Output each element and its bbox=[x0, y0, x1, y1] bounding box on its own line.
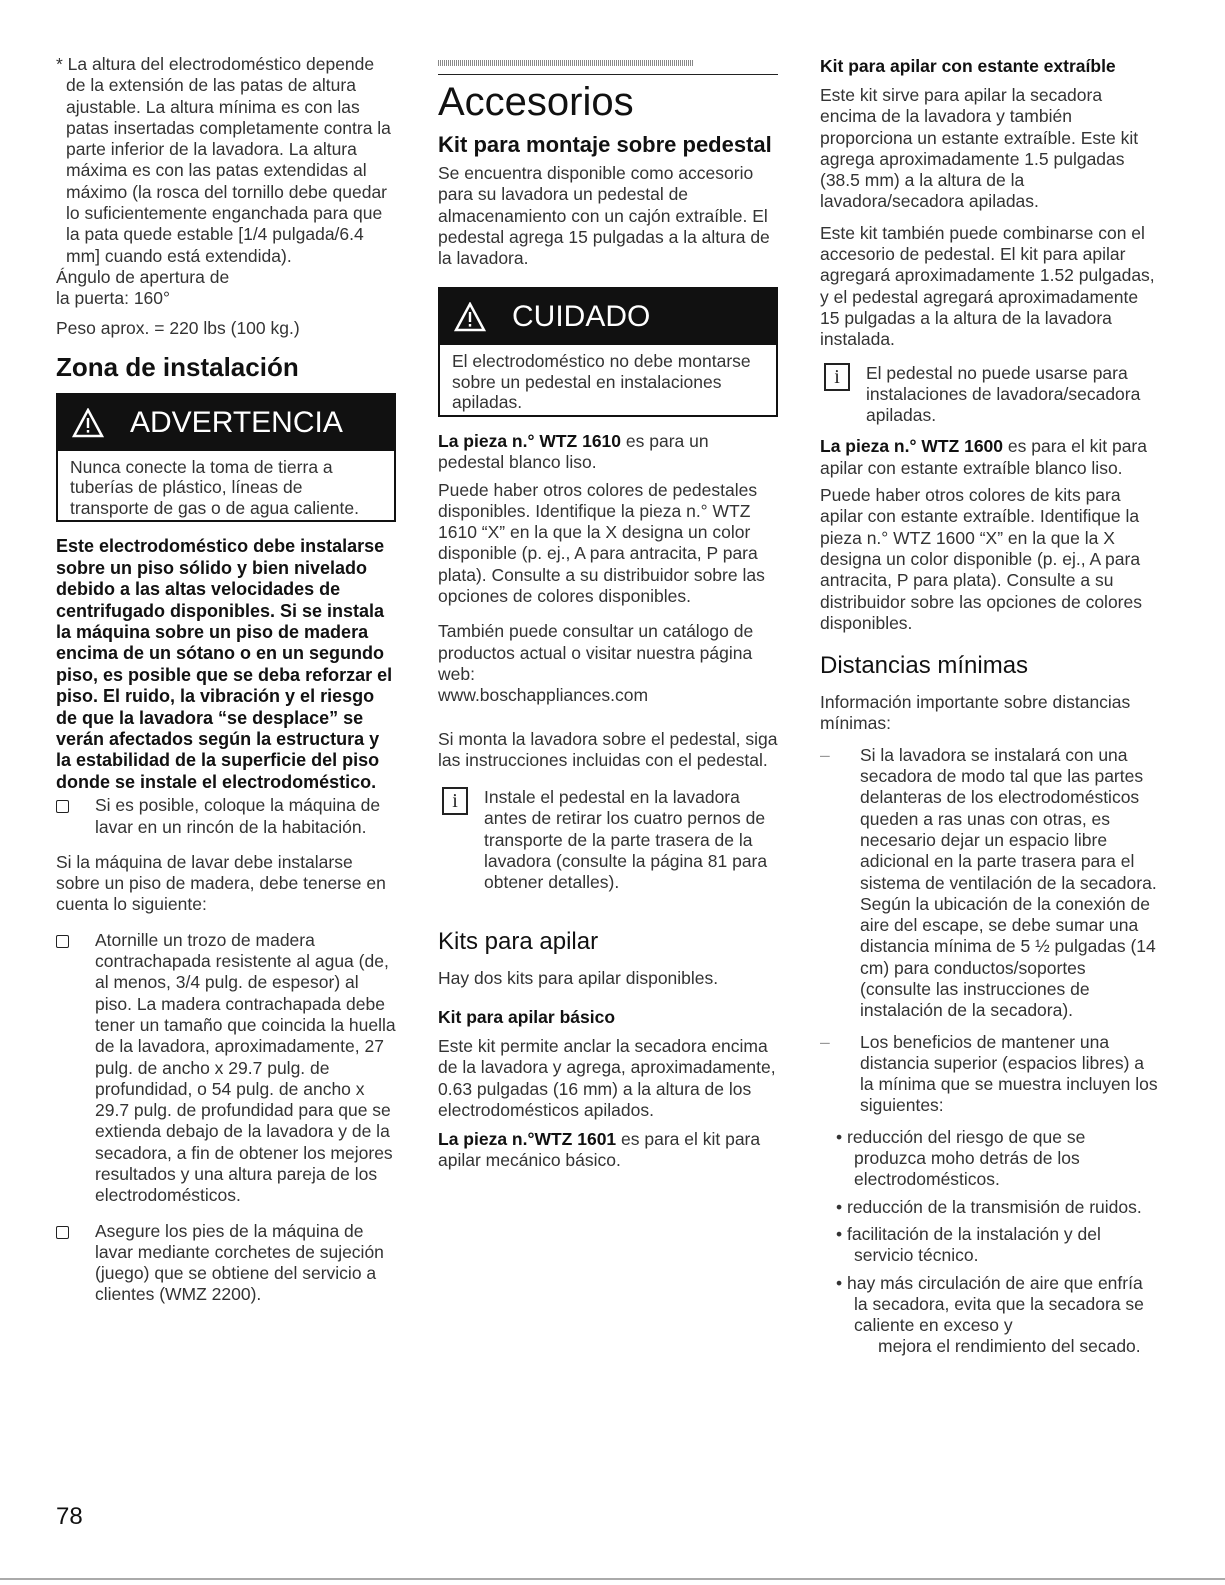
warning-triangle-icon bbox=[72, 408, 104, 438]
caution-title: CUIDADO bbox=[512, 300, 651, 334]
door-angle-line1: Ángulo de apertura de bbox=[56, 266, 230, 287]
dash-item: – Los beneficios de mantener una distancia superior (espacios libres) a la mínima que se muestra incluyen los siguientes: bbox=[820, 1032, 1160, 1117]
basic-kit-text: Este kit permite anclar la secadora encima de la lavadora y agrega, aproximadamente, 0.63 pulgadas (16 mm) a la altura de los electrodomésticos apilados. bbox=[438, 1035, 776, 1120]
warning-text: Nunca conecte la toma de tierra a tuberías de plástico, líneas de transporte de gas o de agua caliente. bbox=[70, 456, 359, 518]
part-wtz1610: La pieza n.° WTZ 1610 es para un pedestal blanco liso. bbox=[438, 430, 709, 473]
shelf-colors-text: Puede haber otros colores de kits para apilar con estante extraíble. Identifique la pieza n.° WTZ 1600 “X” en la que la X designa un color disponible (p. ej., A para antracita, P para plata). Consulte a su distribuidor sobre las opciones de colores disponibles. bbox=[820, 485, 1142, 633]
checkbox-icon bbox=[56, 1226, 69, 1239]
warning-header bbox=[58, 395, 394, 451]
stack-kits-text: Hay dos kits para apilar disponibles. bbox=[438, 967, 719, 988]
caution-box bbox=[438, 287, 778, 417]
section-title-installation: Zona de instalación bbox=[56, 351, 299, 382]
floor-requirements: Este electrodoméstico debe instalarse sobre un piso sólido y bien nivelado debido a las altas velocidades de centrifugado disponibles. Si se instala la máquina sobre un piso de madera encima de un sótano o en un segundo piso, es posible que se deba reforzar el piso. El ruido, la vibración y el riesgo de que la lavadora “se desplace” se verán afectados según la estructura y la estabilidad de la superficie del piso donde se instale el electrodoméstico. bbox=[56, 536, 393, 792]
column-left bbox=[56, 54, 396, 1316]
pedestal-colors-text: Puede haber otros colores de pedestales disponibles. Identifique la pieza n.° WTZ 1610 “X” en la que la X designa un color disponible (p. ej., A para antracita, P para plata). Consulte a su distribuidor sobre las opciones de colores disponibles. bbox=[438, 479, 765, 607]
door-angle-line2: la puerta: 160° bbox=[56, 288, 171, 309]
pedestal-kit-text: Se encuentra disponible como accesorio para su lavadora un pedestal de almacenamiento con un cajón extraíble. El pedestal agrega 15 pulgadas a la altura de la lavadora. bbox=[438, 163, 770, 269]
stack-kits-title: Kits para apilar bbox=[438, 927, 599, 955]
part-wtz1601: La pieza n.°WTZ 1601 es para el kit para apilar mecánico básico. bbox=[438, 1129, 761, 1171]
warning-title: ADVERTENCIA bbox=[130, 405, 343, 439]
checklist-item bbox=[56, 930, 396, 1207]
spec-note: * La altura del electrodoméstico depende de la extensión de las patas de altura ajustable. La altura mínima es con las patas insertadas completamente contra la parte inferior de la lavadora. La altura máxima es con las patas extendidas al máximo (la rosca del tornillo debe quedar lo suficientemente enganchada para que la pata quede estable [1/4 pulgada/6.4 mm] cuando está extendida). bbox=[56, 54, 391, 266]
dash-item-text: Si la lavadora se instalará con una secadora de modo tal que las partes delanteras de los electrodomésticos queden a ras unas con otras, es necesario dejar un espacio libre adicional en la parte trasera para el sistema de ventilación de la secadora. Según la ubicación de la conexión de aire del escape, se debe sumar una distancia mínima de 5 ½ pulgadas (14 cm) para conductos/soportes (consulte las instrucciones de instalación de la secadora). bbox=[860, 744, 1157, 1021]
min-distances-intro: Información importante sobre distancias mínimas: bbox=[820, 692, 1131, 734]
shelf-kit-text: Este kit sirve para apilar la secadora encima de la lavadora y también proporciona un estante extraíble. Este kit agrega aproximadamente 1.5 pulgadas (38.5 mm) a la altura de la lavadora/secadora apiladas. bbox=[820, 85, 1139, 212]
info-icon: i bbox=[824, 363, 850, 391]
bullet-item: • hay más circulación de aire que enfría la secadora, evita que la secadora se caliente en exceso y bbox=[836, 1272, 1144, 1336]
info-note bbox=[438, 787, 778, 893]
checklist-text: Si es posible, coloque la máquina de lavar en un rincón de la habitación. bbox=[95, 795, 381, 837]
combine-text: Este kit también puede combinarse con el accesorio de pedestal. El kit para apilar agregará aproximadamente 1.52 pulgadas, y el pedestal agregará aproximadamente 15 pulgadas a la altura de la lavadora instalada. bbox=[820, 222, 1155, 350]
bullet-item: • reducción de la transmisión de ruidos. bbox=[836, 1196, 1142, 1217]
info-note-text: El pedestal no puede usarse para instalaciones de lavadora/secadora apiladas. bbox=[866, 362, 1141, 426]
catalog-text: También puede consultar un catálogo de productos actual o visitar nuestra página web: bbox=[438, 621, 754, 684]
checkbox-icon bbox=[56, 935, 69, 948]
info-icon: i bbox=[442, 787, 468, 815]
basic-kit-title: Kit para apilar básico bbox=[438, 1006, 616, 1027]
checklist-text: Asegure los pies de la máquina de lavar mediante corchetes de sujeción (juego) que se obtiene del servicio a clientes (WMZ 2200). bbox=[95, 1220, 384, 1305]
bullet-item: • reducción del riesgo de que se produzca moho detrás de los electrodomésticos. bbox=[836, 1126, 1086, 1190]
checklist-item bbox=[56, 1221, 396, 1306]
caution-header bbox=[440, 289, 776, 345]
shelf-kit-title: Kit para apilar con estante extraíble bbox=[820, 56, 1116, 76]
part-number: La pieza n.° WTZ 1610 bbox=[438, 430, 622, 451]
page-title: Accesorios bbox=[438, 80, 634, 124]
info-note-text: Instale el pedestal en la lavadora antes de retirar los cuatro pernos de transporte de la parte trasera de la lavadora (consulte la página 81 para obtener detalles). bbox=[484, 787, 768, 893]
page-bottom-rule bbox=[0, 1578, 1225, 1580]
part-number: La pieza n.°WTZ 1601 bbox=[438, 1129, 617, 1150]
bullet-item: • facilitación de la instalación y del servicio técnico. bbox=[836, 1223, 1101, 1266]
weight-spec: Peso aprox. = 220 lbs (100 kg.) bbox=[56, 317, 300, 338]
column-middle bbox=[438, 54, 778, 1172]
dash-item: – Si la lavadora se instalará con una secadora de modo tal que las partes delanteras de los electrodomésticos queden a ras unas con otras, es necesario dejar un espacio libre adicional en la parte trasera para el sistema de ventilación de la secadora. Según la ubicación de la conexión de aire del escape, se debe sumar una distancia mínima de 5 ½ pulgadas (14 cm) para conductos/soportes (consulte las instrucciones de instalación de la secadora). bbox=[820, 745, 1160, 1022]
mount-instructions: Si monta la lavadora sobre el pedestal, siga las instrucciones incluidas con el pedestal. bbox=[438, 728, 778, 770]
dash-item-text: Los beneficios de mantener una distancia superior (espacios libres) a la mínima que se muestra incluyen los siguientes: bbox=[860, 1031, 1158, 1116]
page-number: 78 bbox=[56, 1503, 83, 1530]
min-distances-title: Distancias mínimas bbox=[820, 652, 1029, 680]
checklist-item bbox=[56, 795, 396, 838]
part-wtz1600: La pieza n.° WTZ 1600 es para el kit para apilar con estante extraíble blanco liso. bbox=[820, 436, 1147, 478]
pedestal-kit-title: Kit para montaje sobre pedestal bbox=[438, 132, 772, 157]
checkbox-icon bbox=[56, 800, 69, 813]
warning-triangle-icon bbox=[454, 302, 486, 332]
info-note bbox=[820, 363, 1160, 427]
section-rule bbox=[438, 60, 778, 75]
bullet-continuation: mejora el rendimiento del secado. bbox=[878, 1336, 1141, 1357]
column-right bbox=[820, 54, 1160, 1358]
wood-floor-intro: Si la máquina de lavar debe instalarse sobre un piso de madera, debe tenerse en cuenta lo siguiente: bbox=[56, 851, 386, 915]
caution-text: El electrodoméstico no debe montarse sobre un pedestal en instalaciones apiladas. bbox=[452, 351, 751, 413]
warning-box bbox=[56, 393, 396, 523]
website-link[interactable]: www.boschappliances.com bbox=[438, 685, 649, 706]
part-number: La pieza n.° WTZ 1600 bbox=[820, 436, 1004, 457]
checklist-text: Atornille un trozo de madera contrachapada resistente al agua (de, al menos, 3/4 pulg. de espesor) al piso. La madera contrachapada debe tener un tamaño que coincida la huella de la lavadora, aproximadamente, 27 pulg. de ancho x 29.7 pulg. de profundidad, o 54 pulg. de ancho x 29.7 pulg. de profundidad para que se extienda debajo de la lavadora y de la secadora, a fin de obtener los mejores resultados y una altura pareja de los electrodomésticos. bbox=[95, 929, 396, 1206]
